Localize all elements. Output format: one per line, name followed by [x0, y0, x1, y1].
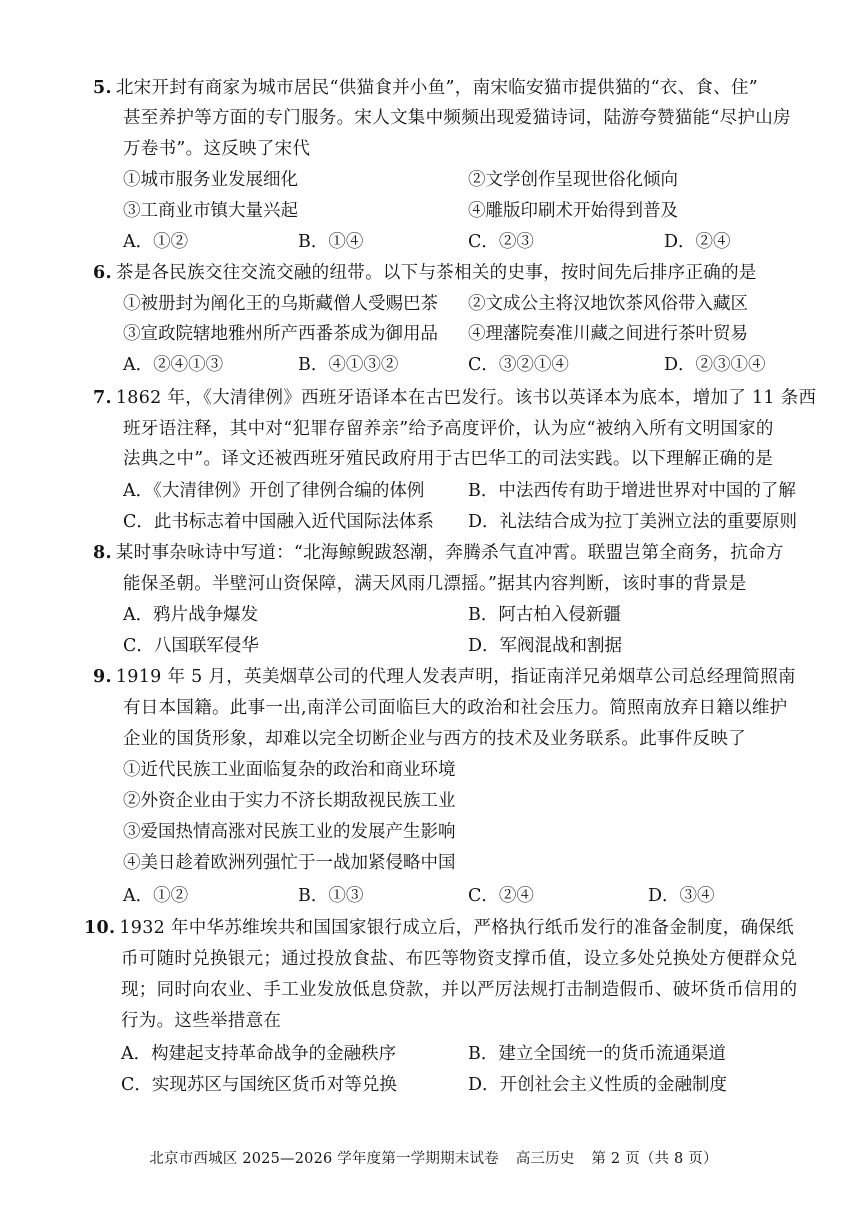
statement-item: ②文学创作呈现世俗化倾向 — [468, 170, 678, 190]
question-stem-line: 9. 1919 年 5 月，英美烟草公司的代理人发表声明，指证南洋兄弟烟草公司总经理简照南 — [93, 667, 796, 687]
choice-b[interactable]: B．①④ — [298, 232, 364, 252]
question-stem-line: 万卷书”。这反映了宋代 — [123, 139, 311, 159]
question-stem-line: 甚至养护等方面的专门服务。宋人文集中频频出现爱猫诗词，陆游夸赞猫能“尽护山房 — [123, 108, 791, 128]
choice-a[interactable]: A．《大清律例》开创了律例合编的体例 — [123, 481, 425, 501]
statement-item: ①被册封为阐化王的乌斯藏僧人受赐巴茶 — [123, 294, 438, 314]
statement-item: ②外资企业由于实力不济长期敌视民族工业 — [123, 791, 456, 811]
choice-d[interactable]: D．开创社会主义性质的金融制度 — [468, 1075, 728, 1095]
choice-c[interactable]: C．八国联军侵华 — [123, 636, 259, 656]
question-stem-line: 能保圣朝。半壁河山资保障，满天风雨几漂摇。”据其内容判断，该时事的背景是 — [123, 574, 747, 594]
question-number: 10. — [84, 918, 116, 938]
question-stem-line: 10. 1932 年中华苏维埃共和国国家银行成立后，严格执行纸币发行的准备金制度，确保纸 — [84, 918, 794, 938]
statement-item: ③工商业市镇大量兴起 — [123, 201, 298, 221]
statement-item: ④美日趁着欧洲列强忙于一战加紧侵略中国 — [123, 853, 456, 873]
question-stem-line: 5. 北宋开封有商家为城市居民“供猫食并小鱼”，南宋临安猫市提供猫的“衣、食、住” — [93, 78, 759, 98]
statement-item: ③宣政院辖地雅州所产西番茶成为御用品 — [123, 324, 438, 344]
statement-item: ④雕版印刷术开始得到普及 — [468, 201, 678, 221]
question-number: 6. — [93, 263, 112, 283]
question-stem-line: 有日本国籍。此事一出,南洋公司面临巨大的政治和社会压力。简照南放弃日籍以维护 — [123, 698, 788, 718]
question-stem-line: 班牙语注释，其中对“犯罪存留养亲”给予高度评价，认为应“被纳入所有文明国家的 — [123, 419, 774, 439]
choice-d[interactable]: D．军阀混战和割据 — [468, 636, 623, 656]
statement-item: ②文成公主将汉地饮茶风俗带入藏区 — [468, 294, 748, 314]
choice-b[interactable]: B．建立全国统一的货币流通渠道 — [468, 1044, 726, 1064]
question-number: 7. — [93, 388, 112, 408]
statement-item: ④理藩院奏准川藏之间进行茶叶贸易 — [468, 324, 748, 344]
subject-label: 高三历史 — [515, 1151, 575, 1167]
choice-b[interactable]: B．中法西传有助于增进世界对中国的了解 — [468, 481, 796, 501]
choice-a[interactable]: A．①② — [123, 886, 189, 906]
choice-a[interactable]: A．①② — [123, 232, 189, 252]
question-stem-line: 企业的国货形象，却难以完全切断企业与西方的技术及业务联系。此事件反映了 — [123, 729, 746, 749]
choice-c[interactable]: C．②③ — [468, 232, 534, 252]
choice-a[interactable]: A．构建起支持革命战争的金融秩序 — [121, 1044, 397, 1064]
choice-c[interactable]: C．③②①④ — [468, 355, 569, 375]
choice-b[interactable]: B．④①③② — [298, 355, 399, 375]
choice-d[interactable]: D．礼法结合成为拉丁美洲立法的重要原则 — [468, 512, 798, 532]
choice-c[interactable]: C．②④ — [468, 886, 534, 906]
page-number: 第 2 页（共 8 页） — [591, 1151, 718, 1167]
choice-d[interactable]: D．②③①④ — [664, 355, 766, 375]
question-number: 9. — [93, 667, 112, 687]
choice-a[interactable]: A．②④①③ — [123, 355, 224, 375]
choice-b[interactable]: B．阿古柏入侵新疆 — [468, 605, 621, 625]
exam-title: 北京市西城区 2025—2026 学年度第一学期期末试卷 — [149, 1151, 499, 1167]
statement-item: ③爱国热情高涨对民族工业的发展产生影响 — [123, 822, 456, 842]
choice-a[interactable]: A．鸦片战争爆发 — [123, 605, 259, 625]
choice-d[interactable]: D．③④ — [648, 886, 715, 906]
choice-c[interactable]: C．此书标志着中国融入近代国际法体系 — [123, 512, 434, 532]
question-stem-line: 法典之中”。译文还被西班牙殖民政府用于古巴华工的司法实践。以下理解正确的是 — [123, 449, 774, 469]
statement-item: ①近代民族工业面临复杂的政治和商业环境 — [123, 760, 456, 780]
choice-d[interactable]: D．②④ — [664, 232, 731, 252]
question-stem-line: 现；同时向农业、手工业发放低息贷款，并以严厉法规打击制造假币、破坏货币信用的 — [121, 980, 798, 1000]
statement-item: ①城市服务业发展细化 — [123, 170, 298, 190]
question-stem-line: 行为。这些举措意在 — [121, 1011, 282, 1031]
choice-c[interactable]: C．实现苏区与国统区货币对等兑换 — [121, 1075, 397, 1095]
page-footer — [0, 1148, 867, 1170]
question-stem-line: 7. 1862 年，《大清律例》西班牙语译本在古巴发行。该书以英译本为底本，增加了 11 条西 — [93, 388, 817, 408]
question-stem-line: 币可随时兑换银元；通过投放食盐、布匹等物资支撑币值，设立多处兑换处方便群众兑 — [121, 949, 798, 969]
choice-b[interactable]: B．①③ — [298, 886, 364, 906]
question-stem-line: 6. 茶是各民族交往交流交融的纽带。以下与茶相关的史事，按时间先后排序正确的是 — [93, 263, 757, 283]
question-stem-line: 8. 某时事杂咏诗中写道：“北海鲸鲵跋怒潮，奔腾杀气直冲霄。联盟岂第全商务，抗命方 — [93, 543, 784, 563]
question-number: 5. — [93, 78, 112, 98]
question-number: 8. — [93, 543, 112, 563]
